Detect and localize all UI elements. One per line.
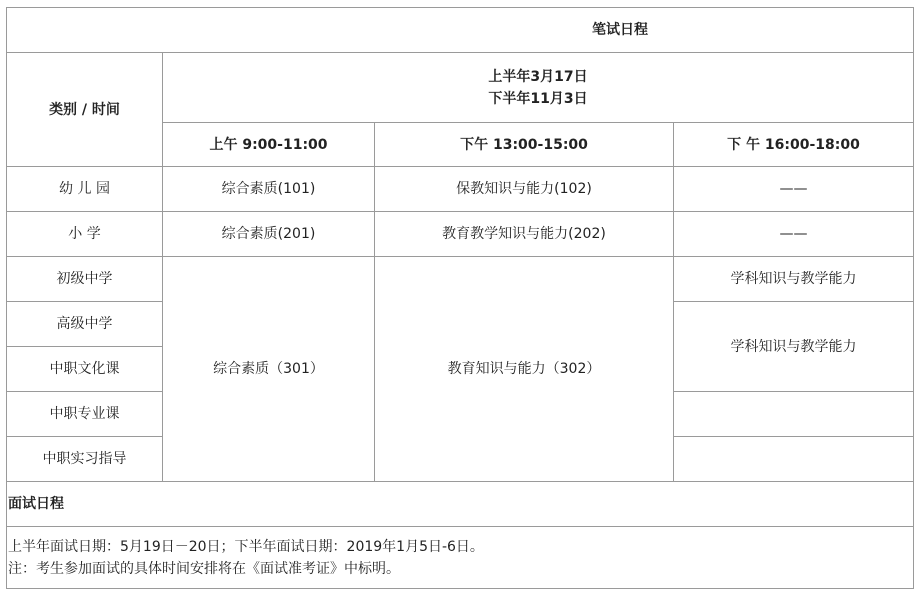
category-kindergarten: 幼 儿 园	[7, 167, 163, 212]
interview-notes	[7, 527, 914, 589]
senior-vocational-late-subject: 学科知识与教学能力	[674, 302, 914, 392]
secondary-morning-subject: 综合素质（301）	[163, 257, 375, 482]
category-senior-middle: 高级中学	[7, 302, 163, 347]
interview-dates-text: 上半年面试日期：5月19日－20日；下半年面试日期：2019年1月5日-6日。	[8, 539, 484, 555]
second-half-date: 下半年11月3日	[488, 90, 588, 107]
category-vocational-culture: 中职文化课	[7, 347, 163, 392]
secondary-afternoon-subject: 教育知识与能力（302）	[375, 257, 674, 482]
kindergarten-late-subject: ——	[674, 167, 914, 212]
session-morning-header: 上午 9:00-11:00	[163, 123, 375, 167]
primary-morning-subject: 综合素质(201)	[163, 212, 375, 257]
vocational-practice-late-subject	[674, 437, 914, 482]
kindergarten-morning-subject: 综合素质(101)	[163, 167, 375, 212]
kindergarten-afternoon-subject: 保教知识与能力(102)	[375, 167, 674, 212]
exam-dates-header	[163, 53, 914, 123]
category-junior-middle: 初级中学	[7, 257, 163, 302]
first-half-date: 上半年3月17日	[488, 68, 588, 85]
primary-afternoon-subject: 教育教学知识与能力(202)	[375, 212, 674, 257]
category-primary: 小 学	[7, 212, 163, 257]
primary-late-subject: ——	[674, 212, 914, 257]
category-vocational-practice: 中职实习指导	[7, 437, 163, 482]
vocational-major-late-subject	[674, 392, 914, 437]
written-exam-title-cell	[7, 8, 914, 53]
table-row	[7, 212, 914, 257]
table-row	[7, 257, 914, 302]
category-time-header: 类别 / 时间	[7, 53, 163, 167]
written-exam-title: 笔试日程	[592, 22, 648, 38]
interview-note-text: 注：考生参加面试的具体时间安排将在《面试准考证》中标明。	[8, 561, 400, 577]
junior-middle-late-subject: 学科知识与教学能力	[674, 257, 914, 302]
exam-schedule-table	[6, 7, 914, 589]
session-late-header: 下 午 16:00-18:00	[674, 123, 914, 167]
table-row	[7, 167, 914, 212]
session-afternoon-header: 下午 13:00-15:00	[375, 123, 674, 167]
category-vocational-major: 中职专业课	[7, 392, 163, 437]
interview-title: 面试日程	[7, 482, 914, 527]
